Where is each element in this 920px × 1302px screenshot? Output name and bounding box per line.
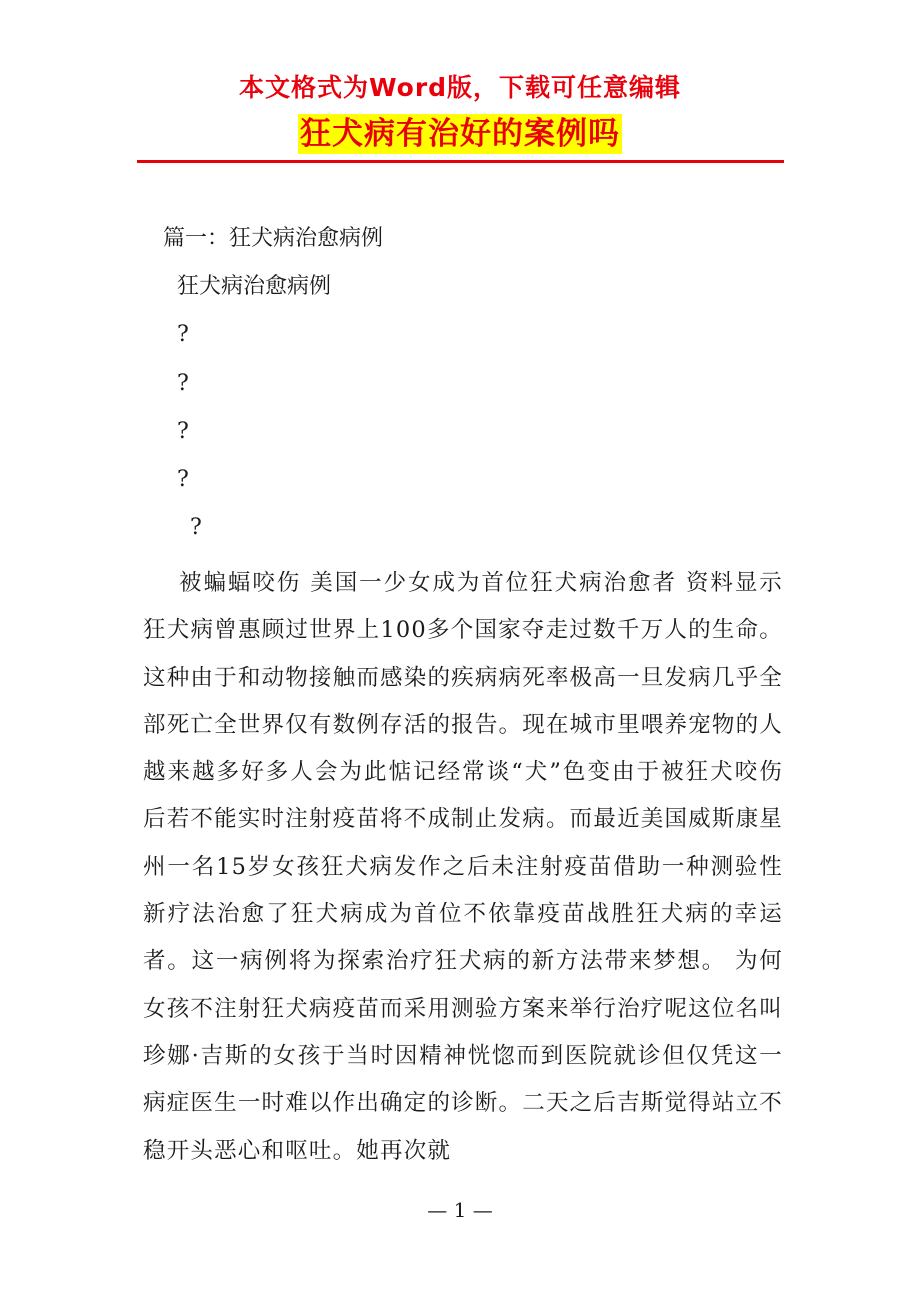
- title-container: [0, 114, 920, 154]
- placeholder-glyph: ?: [177, 371, 189, 396]
- page-number: — 1 —: [427, 1198, 493, 1222]
- placeholder-glyph: ?: [190, 515, 202, 540]
- body-paragraph: 被蝙蝠咬伤 美国一少女成为首位狂犬病治愈者 资料显示狂犬病曾惠顾过世界上100多个国家夺走过数千万人的生命。这种由于和动物接触而感染的疾病病死率极高一旦发病几乎全部死亡全世界仅有数例存活的报告。现在城市里喂养宠物的人越来越多好多人会为此惦记经常谈“犬”色变由于被狂犬咬伤后若不能实时注射疫苗将不成制止发病。而最近美国威斯康星州一名15岁女孩狂犬病发作之后未注射疫苗借助一种测验性新疗法治愈了狂犬病成为首位不依靠疫苗战胜狂犬病的幸运者。这一病例将为探索治疗狂犬病的新方法带来梦想。 为何女孩不注射狂犬病疫苗而采用测验方案来举行治疗呢这位名叫珍娜·吉斯的女孩于当时因精神恍惚而到医院就诊但仅凭这一病症医生一时难以作出确定的诊断。二天之后吉斯觉得站立不稳开头恶心和呕吐。她再次就: [143, 570, 783, 1164]
- document-title: 狂犬病有治好的案例吗: [300, 116, 620, 152]
- subheading: 狂犬病治愈病例: [177, 274, 332, 299]
- format-banner: 本文格式为Word版，下载可任意编辑: [238, 73, 682, 102]
- placeholder-glyph: ?: [177, 419, 189, 444]
- placeholder-glyph: ?: [177, 322, 189, 347]
- placeholder-glyph: ?: [177, 467, 189, 492]
- header-divider: [137, 160, 784, 163]
- section-heading: 篇一：狂犬病治愈病例: [163, 226, 384, 251]
